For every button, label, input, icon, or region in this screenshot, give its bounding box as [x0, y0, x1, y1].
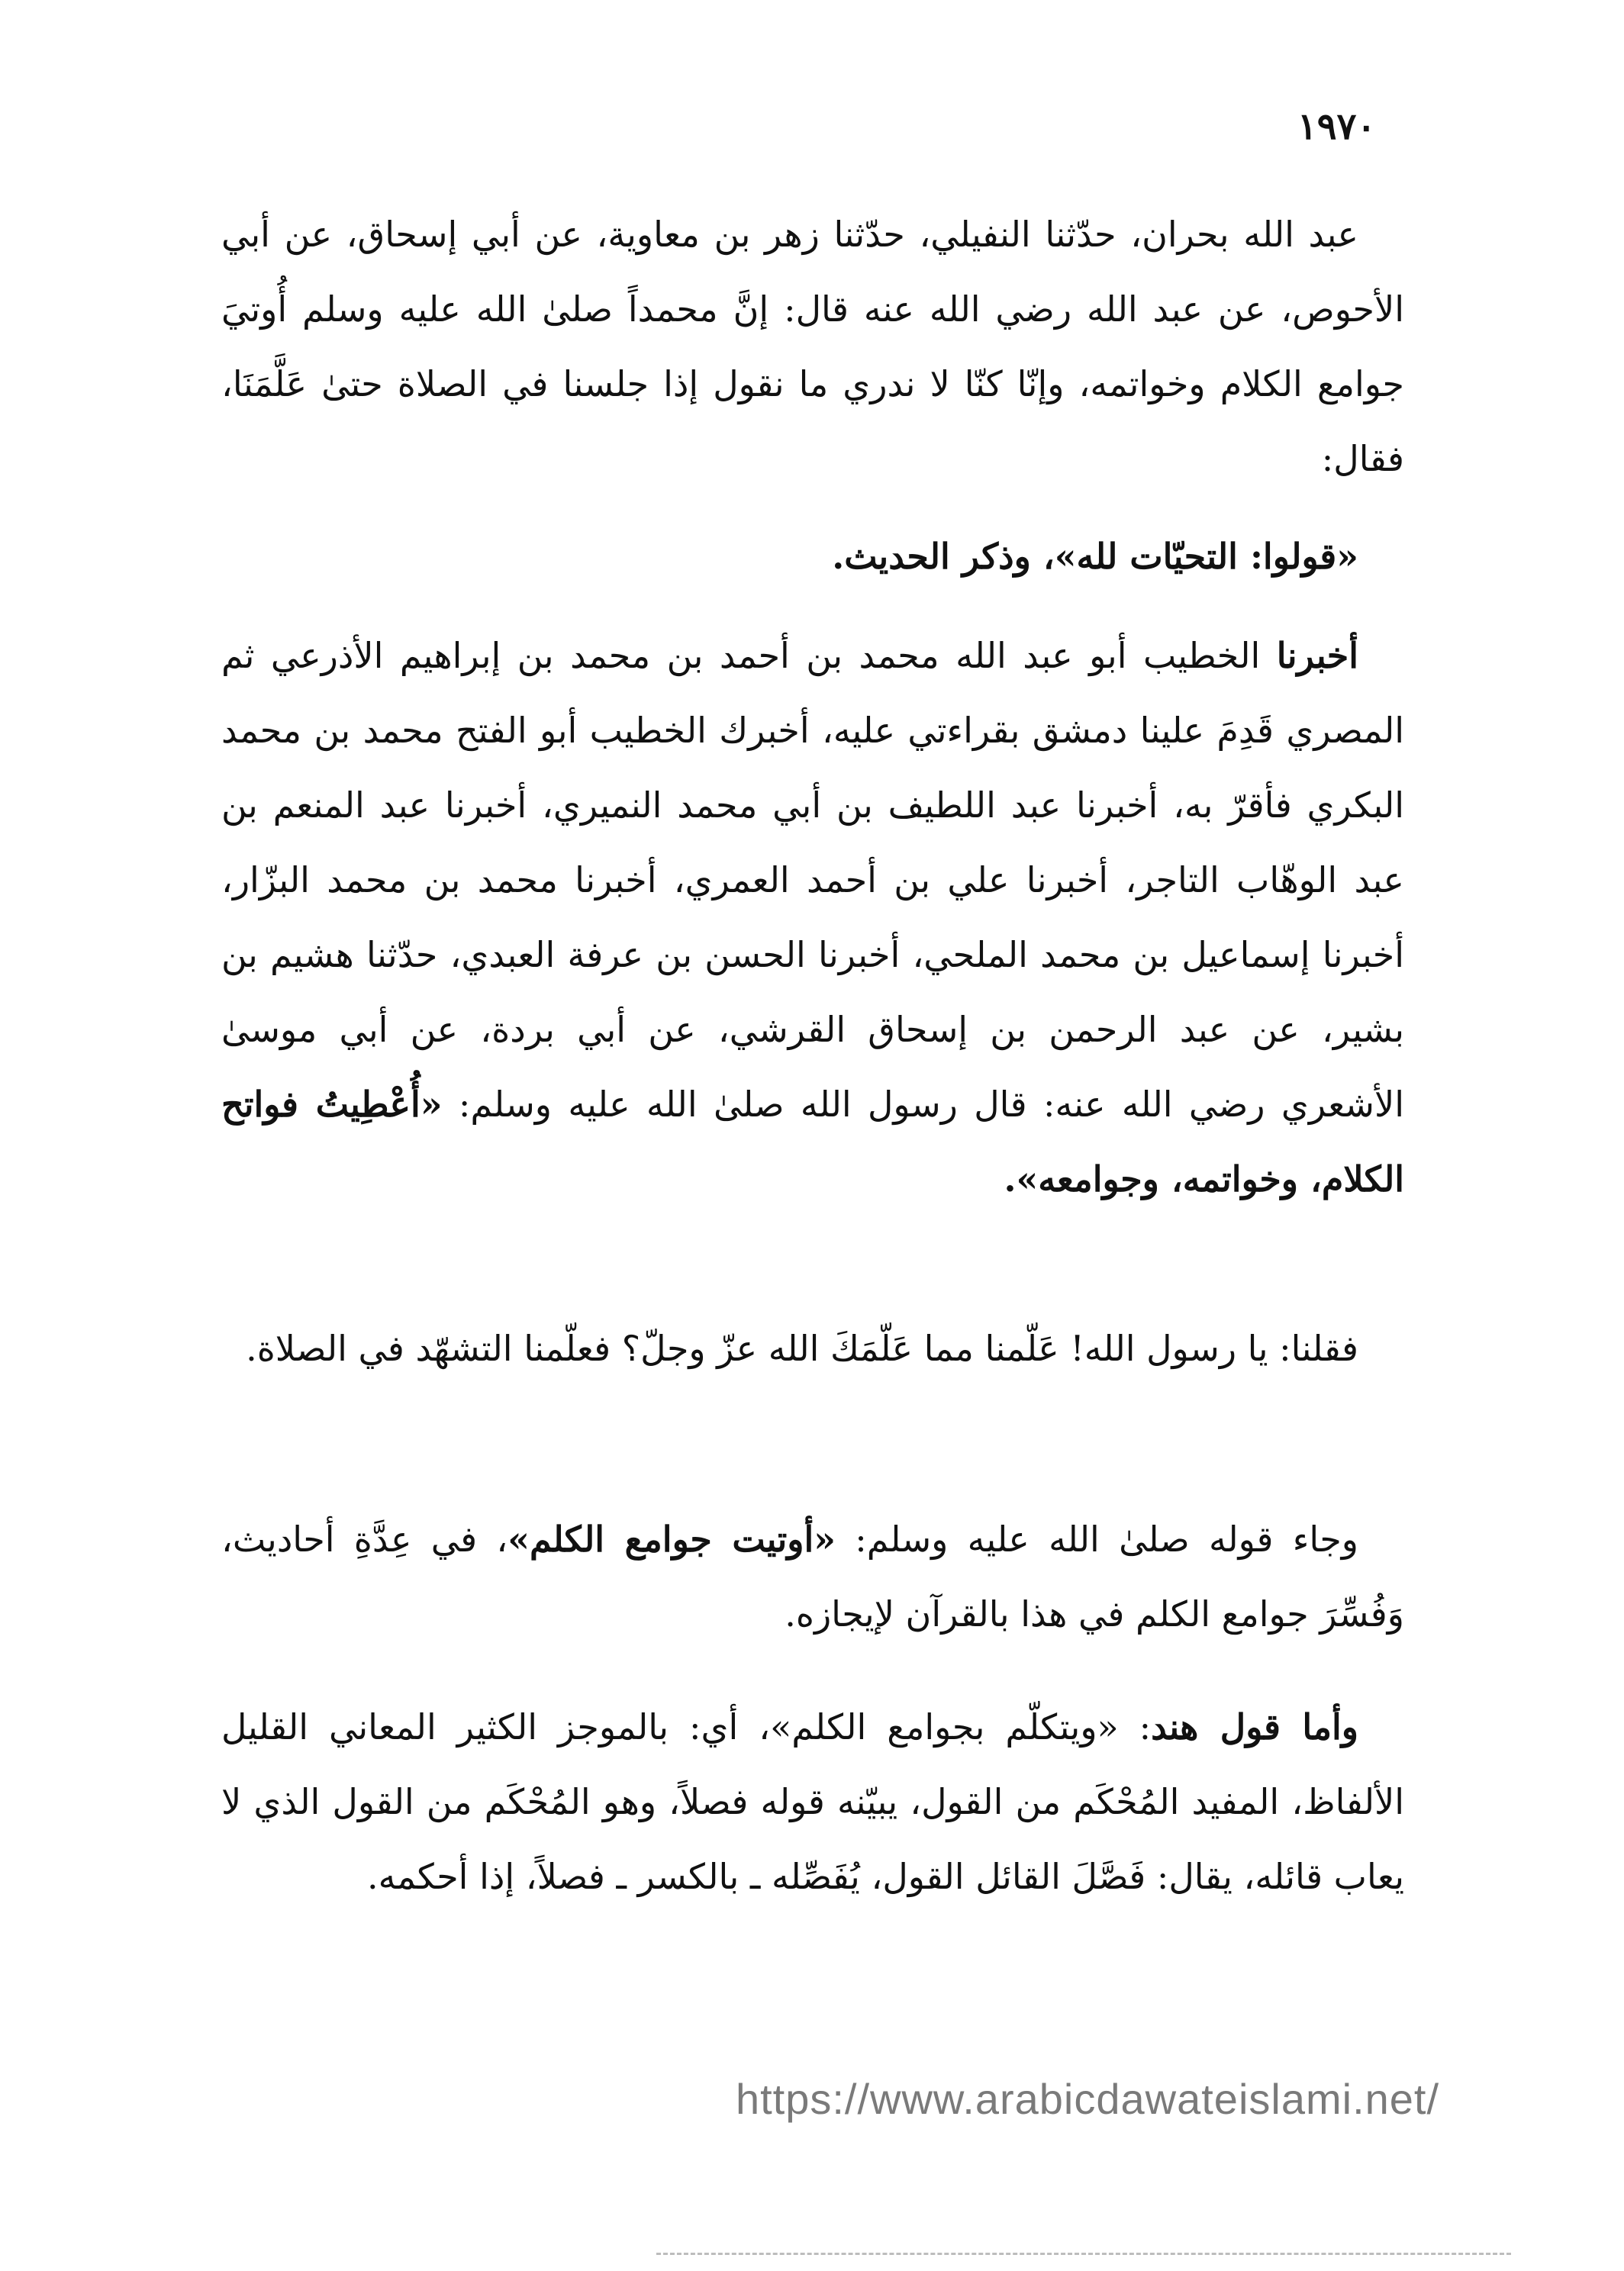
text-segment: : «ويتكلّم بجوامع الكلم»، أي: بالموجز الكثير المعاني القليل الألفاظ، المفيد المُحْكَم من القول، يبيّنه قوله فصلاً، وهو المُحْكَم من القول الذي لا يعاب قائله، يقال: فَصَّلَ القائل القول، يُفَصِّله ـ بالكسر ـ فصلاً، إذا أحكمه.: [221, 1706, 1404, 1897]
paragraph-tashahhud: [221, 1311, 1404, 1386]
bold-quote: «قولوا: التحيّات لله»، وذكر الحديث.: [832, 536, 1358, 577]
bottom-divider: [656, 2253, 1511, 2258]
text-segment: وجاء قوله صلىٰ الله عليه وسلم:: [836, 1519, 1358, 1560]
text-segment: ، في عِدَّةِ أحاديث، وَفُسِّرَ جوامع الكلم في هذا بالقرآن لإيجازه.: [221, 1519, 1404, 1635]
paragraph-quote-tahiyyat: [221, 519, 1404, 594]
paragraph-text: [221, 1690, 1404, 1914]
paragraph-hadith-chain-1: [221, 197, 1404, 496]
paragraph-text: [221, 1502, 1404, 1651]
page-number: ١٩٧٠: [1297, 105, 1377, 148]
paragraph-jawami-al-kalim: [221, 1502, 1404, 1651]
bold-lead-word: أخبرنا: [1276, 635, 1358, 676]
text-segment: فقلنا: يا رسول الله! عَلّمنا مما عَلّمَكَ الله عزّ وجلّ؟ فعلّمنا التشهّد في الصلاة.: [246, 1328, 1358, 1369]
paragraph-text: [221, 519, 1404, 594]
paragraph-hadith-chain-2: [221, 618, 1404, 1216]
text-segment: الخطيب أبو عبد الله محمد بن أحمد بن محمد بن إبراهيم الأذرعي ثم المصري قَدِمَ علينا دمشق بقراءتي عليه، أخبرك الخطيب أبو الفتح محمد بن محمد البكري فأقرّ به، أخبرنا عبد اللطيف بن أبي محمد النميري، أخبرنا عبد المنعم بن عبد الوهّاب التاجر، أخبرنا علي بن أحمد العمري، أخبرنا محمد بن محمد البزّار، أخبرنا إسماعيل بن محمد الملحي، أخبرنا الحسن بن عرفة العبدي، حدّثنا هشيم بن بشير، عن عبد الرحمن بن إسحاق القرشي، عن أبي بردة، عن أبي موسىٰ الأشعري رضي الله عنه: قال رسول الله صلىٰ الله عليه وسلم:: [221, 635, 1404, 1125]
paragraph-hind-explanation: [221, 1690, 1404, 1914]
bold-quote: «أُعْطِيتُ فواتح الكلام، وخواتمه، وجوامعه».: [221, 1084, 1404, 1200]
bold-lead-phrase: وأما قول هند: [1151, 1706, 1358, 1748]
bold-quote: «أوتيت جوامع الكلم»: [508, 1519, 836, 1560]
paragraph-text: [221, 618, 1404, 1216]
paragraph-text: [221, 1311, 1404, 1386]
paragraph-text: [221, 197, 1404, 496]
watermark-url: https://www.arabicdawateislami.net/: [735, 2075, 1440, 2123]
text-segment: عبد الله بحران، حدّثنا النفيلي، حدّثنا زهر بن معاوية، عن أبي إسحاق، عن أبي الأحوص، عن عبد الله رضي الله عنه قال: إنَّ محمداً صلىٰ الله عليه وسلم أُوتيَ جوامع الكلام وخواتمه، وإنّا كنّا لا ندري ما نقول إذا جلسنا في الصلاة حتىٰ عَلَّمَنَا، فقال:: [221, 214, 1404, 479]
